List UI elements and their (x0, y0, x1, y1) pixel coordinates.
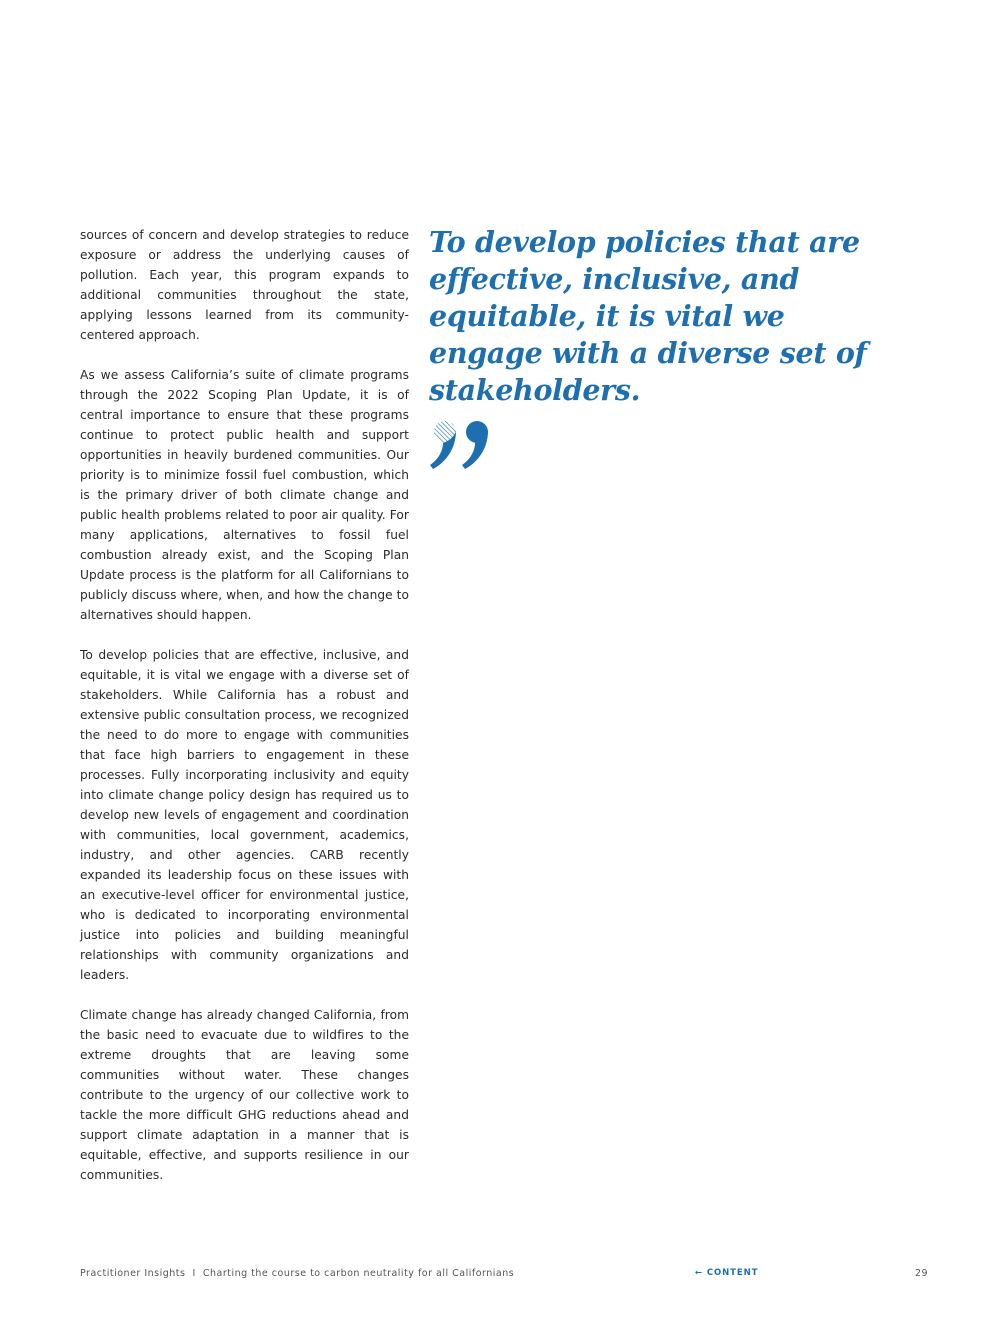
body-paragraph: To develop policies that are effective, inclusive, and equitable, it is vital we engage with a diverse set of stakeholders. While California has a robust and extensive public consultation process, we recognized the need to do more to engage with communities that face high barriers to engagement in these processes. Fully incorporating inclusivity and equity into climate change policy design has required us to develop new levels of engagement and coordination with communities, local government, academics, industry, and other agencies. CARB recently expanded its leadership focus on these issues with an executive-level officer for environmental justice, who is dedicated to incorporating environmental justice into policies and building meaningful relationships with community organizations and leaders. (80, 648, 409, 982)
body-paragraph: As we assess California’s suite of climate programs through the 2022 Scoping Plan Update, it is of central importance to ensure that these programs continue to protect public health and support opportunities in heavily burdened communities. Our priority is to minimize fossil fuel combustion, which is the primary driver of both climate change and public health problems related to poor air quality. For many applications, alternatives to fossil fuel combustion already exist, and the Scoping Plan Update process is the platform for all Californians to publicly discuss where, when, and how the change to alternatives should happen. (80, 368, 409, 622)
body-paragraph: sources of concern and develop strategies to reduce exposure or address the underlying causes of pollution. Each year, this program expands to additional communities throughout the state, applying lessons learned from its community-centered approach. (80, 228, 409, 342)
body-paragraph: Climate change has already changed California, from the basic need to evacuate due to wildfires to the extreme droughts that are leaving some communities without water. These changes contribute to the urgency of our collective work to tackle the more difficult GHG reductions ahead and support climate adaptation in a manner that is equitable, effective, and supports resilience in our communities. (80, 1008, 409, 1182)
content-link[interactable]: ← CONTENT (695, 1268, 759, 1278)
pull-quote-text: To develop policies that are effective, inclusive, and equitable, it is vital we engage with a diverse set of stakeholders. (429, 225, 867, 407)
page-number: 29 (915, 1268, 929, 1279)
footer-publication-title: Practitioner Insights I Charting the course to carbon neutrality for all Californians (80, 1268, 515, 1279)
closing-quote-icon (429, 419, 495, 473)
body-text-column (80, 225, 409, 1205)
page-footer (0, 1268, 992, 1284)
pull-quote-block (429, 224, 869, 473)
